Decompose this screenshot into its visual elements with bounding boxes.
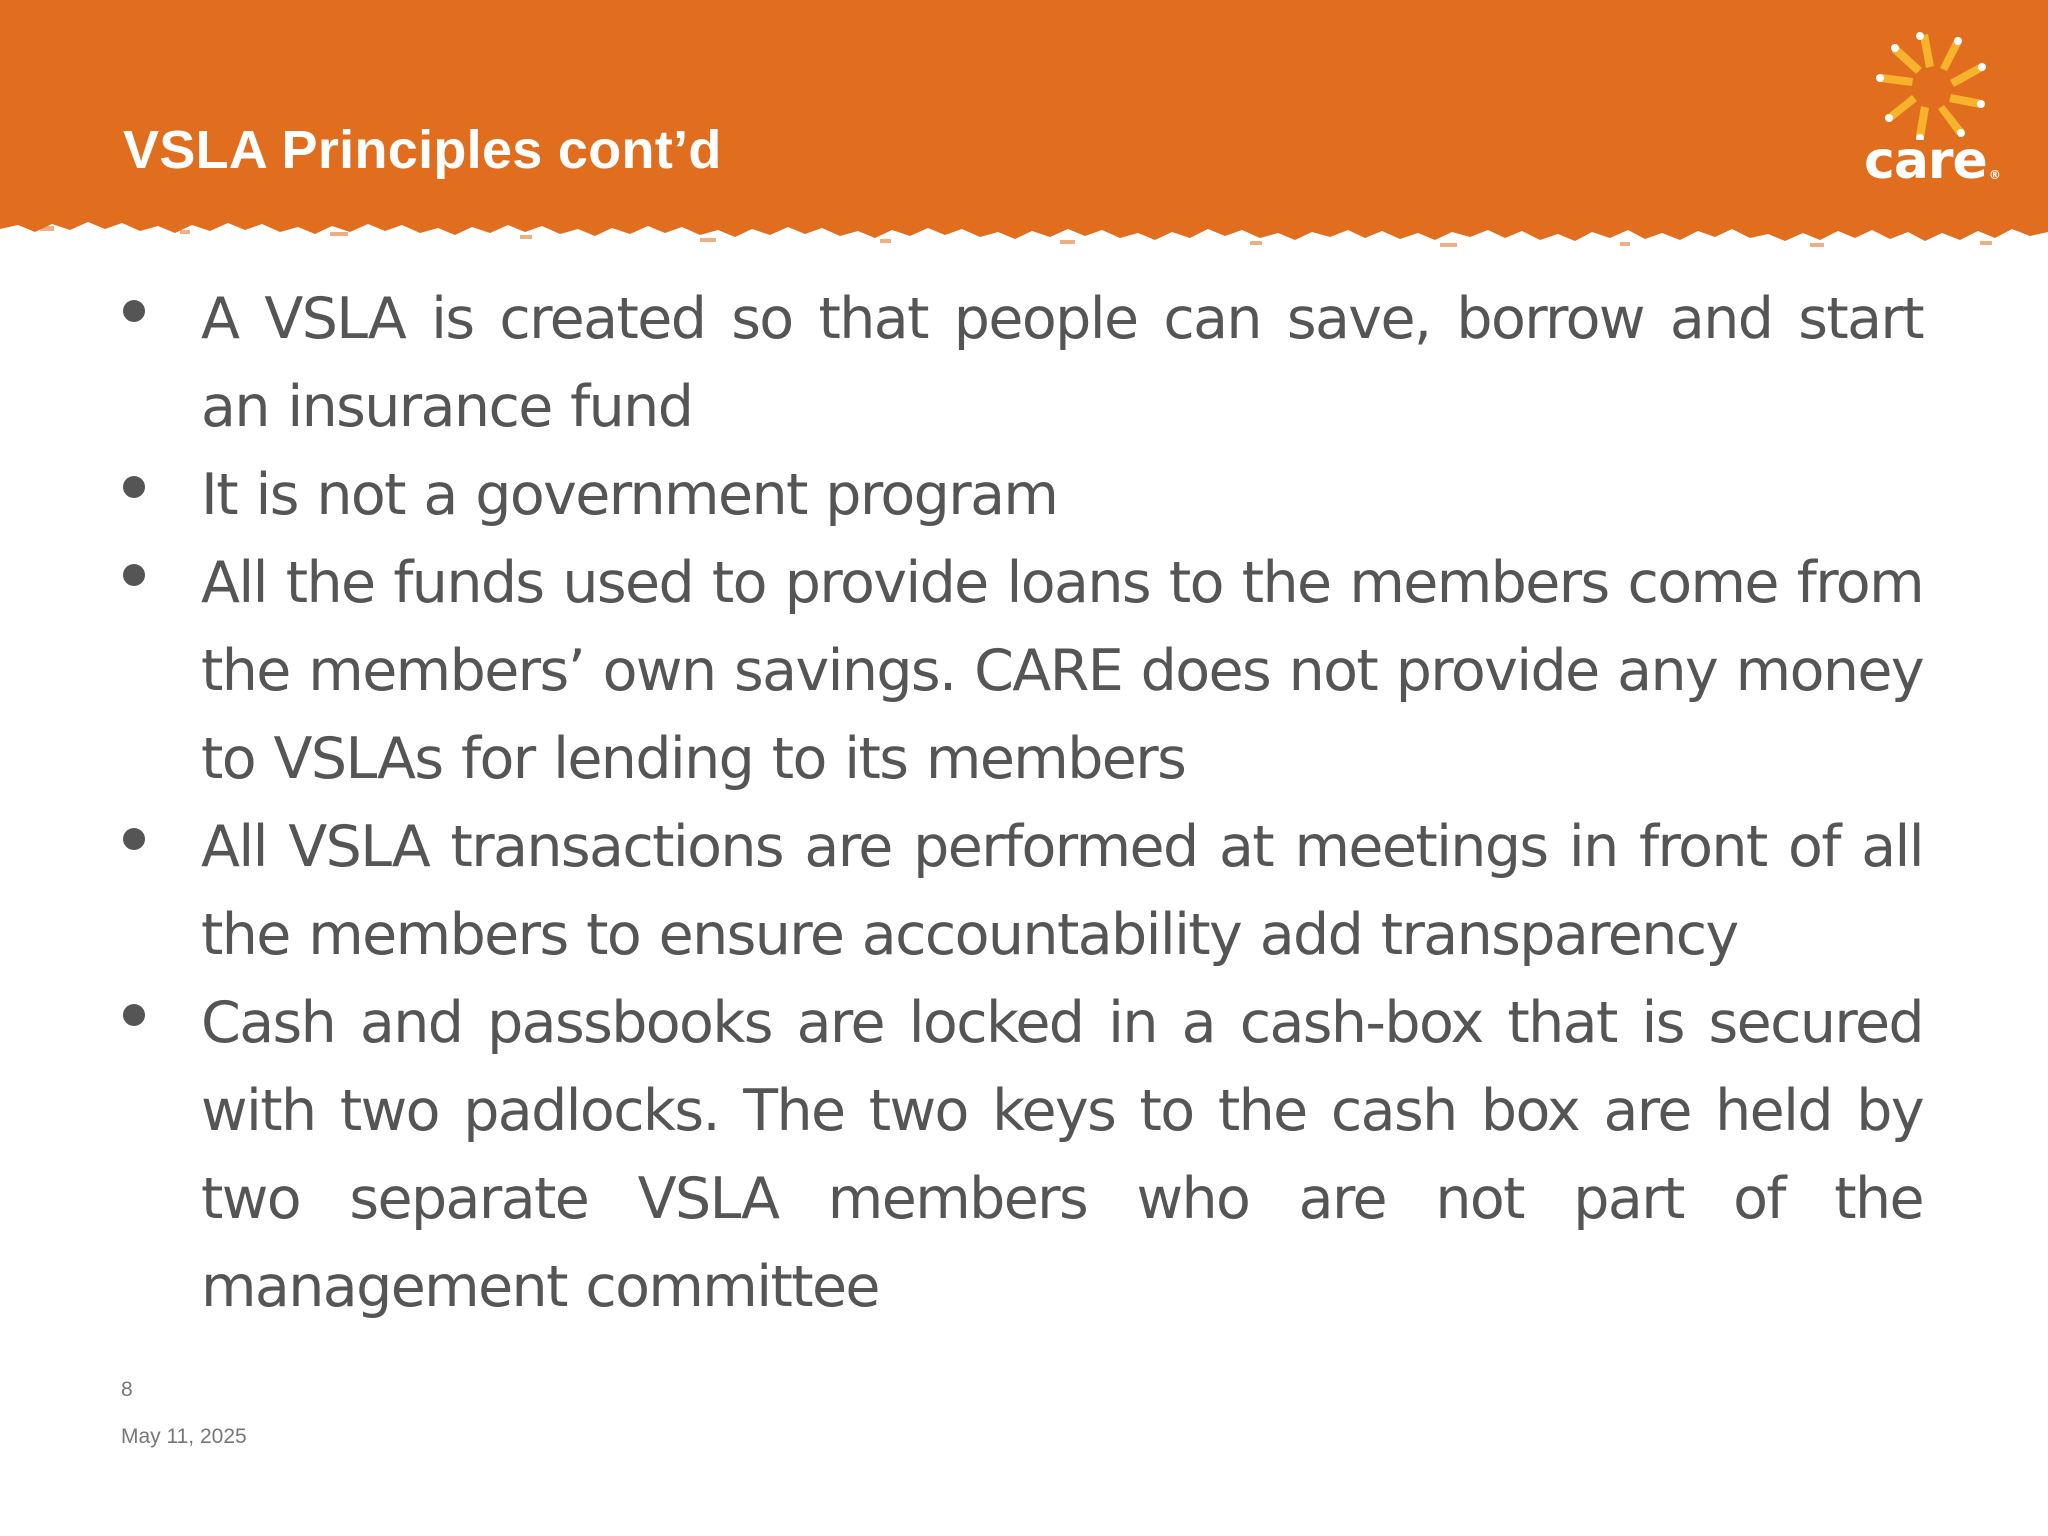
bullet-text: A VSLA is created so that people can save, borrow and start an insurance fund bbox=[201, 286, 1923, 440]
slide-title: VSLA Principles cont’d bbox=[123, 120, 722, 180]
bullet-text: It is not a government program bbox=[201, 462, 1058, 528]
bullet-item bbox=[118, 539, 1923, 803]
bullet-dot-icon bbox=[123, 828, 145, 850]
page-number: 8 bbox=[121, 1378, 133, 1401]
care-logo-text: care bbox=[1864, 131, 1987, 191]
bullet-item bbox=[118, 803, 1923, 979]
bullet-text: All the funds used to provide loans to the members come from the members’ own savings. CARE does not provide any money to VSLAs for lending to its members bbox=[201, 550, 1923, 792]
registered-mark: ® bbox=[1988, 168, 2000, 182]
bullet-text: All VSLA transactions are performed at meetings in front of all the members to ensure accountability add transparency bbox=[201, 814, 1923, 968]
slide-date: May 11, 2025 bbox=[121, 1425, 247, 1448]
bullet-item bbox=[118, 275, 1923, 451]
bullet-dot-icon bbox=[123, 1004, 145, 1026]
bullet-item bbox=[118, 979, 1923, 1331]
bullet-text: Cash and passbooks are locked in a cash-box that is secured with two padlocks. The two keys to the cash box are held by two separate VSLA members who are not part of the management committee bbox=[201, 990, 1923, 1320]
bullet-dot-icon bbox=[123, 300, 145, 322]
care-logo-wordmark bbox=[1864, 133, 2000, 189]
bullet-list bbox=[118, 275, 1923, 1331]
bullet-item bbox=[118, 451, 1923, 539]
bullet-dot-icon bbox=[123, 564, 145, 586]
bullet-dot-icon bbox=[123, 476, 145, 498]
care-hands-emblem-icon bbox=[1852, 30, 2012, 140]
